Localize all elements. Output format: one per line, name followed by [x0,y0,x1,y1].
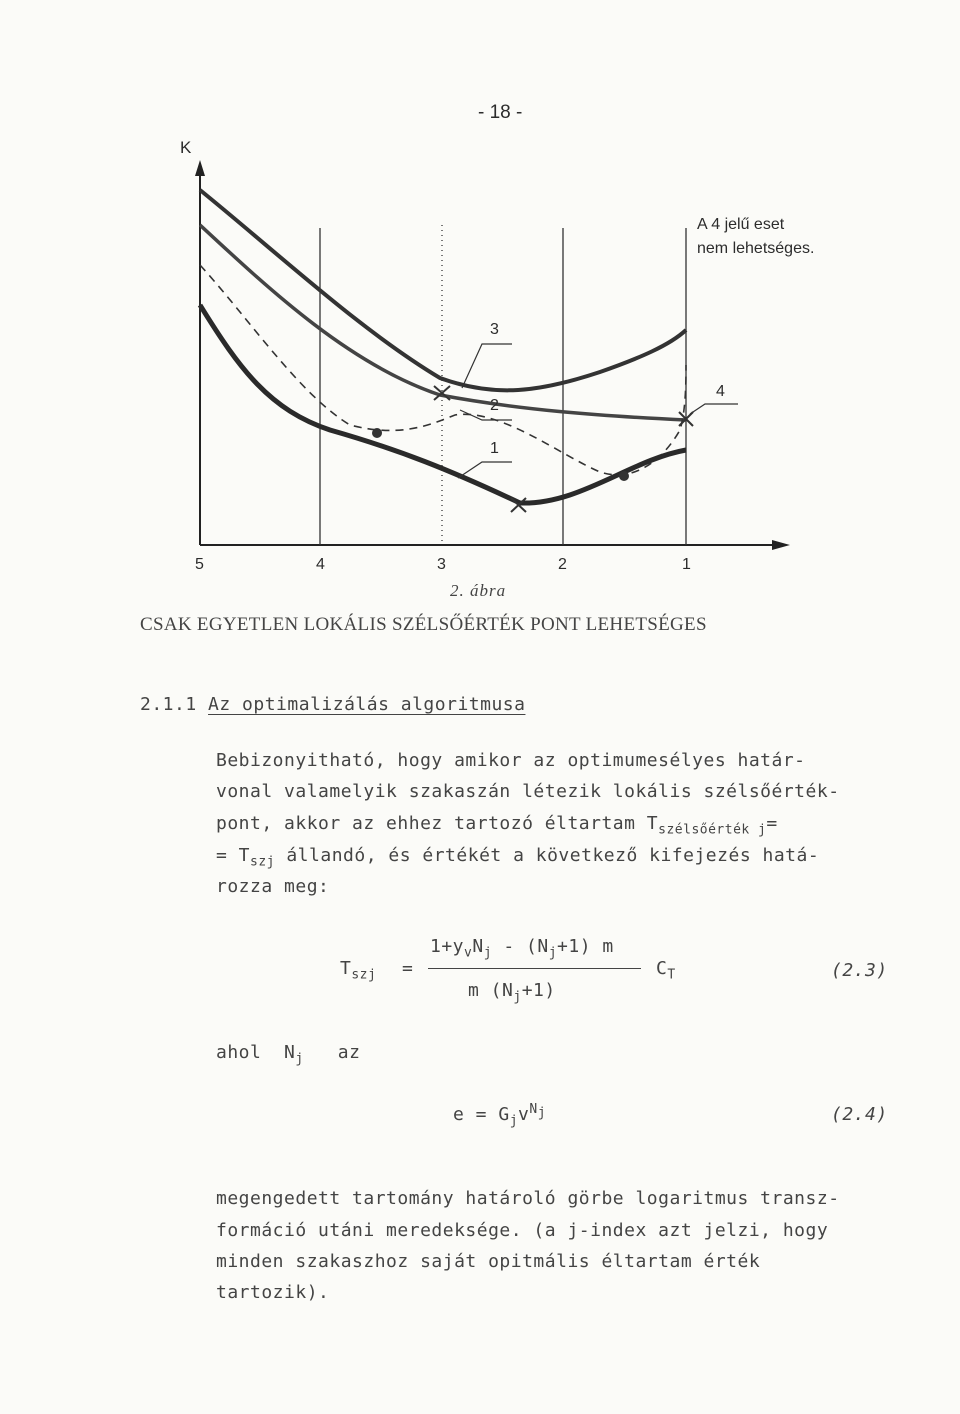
annotation-line1: A 4 jelű eset [697,216,785,233]
y-axis-label: K [180,138,192,157]
curve-label-3: 3 [490,321,499,338]
para2-line2: formáció utáni meredeksége. (a j-index azt jelzi, hogy [216,1220,829,1241]
page-number: - 18 - [478,102,523,123]
eq24-label: (2.4) [831,1104,888,1125]
tick-label-3: 3 [437,556,446,573]
para2-line3: minden szakaszhoz saját opitmális éltartam érték [216,1251,761,1272]
leader-3 [462,344,512,388]
figure-caption: 2. ábra [450,581,507,600]
figure-2 [0,0,960,640]
leader-4 [690,404,738,414]
para2-line4: tartozik). [216,1282,330,1303]
para1-line2: vonal valamelyik szakaszán létezik lokális szélsőérték- [216,781,840,802]
tick-label-4: 4 [316,556,325,573]
annotation-line2: nem lehetséges. [697,240,815,257]
tick-label-2: 2 [558,556,567,573]
curve-1 [200,305,686,503]
tick-label-1: 1 [682,556,691,573]
where-line: ahol $N_j$ az [216,1042,361,1067]
section-title: Az optimalizálás algoritmusa [208,694,526,715]
section-heading [140,694,525,715]
curve-label-4: 4 [716,383,725,400]
eq23-label: (2.3) [831,960,888,981]
eq23-equals: = [402,958,414,979]
para1-line3: pont, akkor az ehhez tartozó éltartam $T_{szélsőérték j}=$ [216,813,778,838]
eq23-denominator: m $(N_j+1)$ [468,980,556,1005]
extreme-point-dot-right [619,471,629,481]
x-axis-arrow [772,540,790,550]
figure-title: CSAK EGYETLEN LOKÁLIS SZÉLSŐÉRTÉK PONT LEHETSÉGES [140,614,707,635]
para1-line5: rozza meg: [216,876,330,897]
t-extreme-subscript: szélsőérték j [658,822,767,838]
curve-4 [200,225,686,420]
eq23-rhs: $C_T$ [656,958,676,983]
para1-line4: = $T_{szj}$ állandó, és értékét a következő kifejezés hatá- [216,845,820,870]
eq23-numerator: $1+y_vN_j - (N_j+1)$ m [430,936,614,961]
curve-label-1: 1 [490,440,499,457]
leader-1 [458,462,512,478]
eq23-fraction-bar [428,968,641,969]
tszj-subscript: szj [250,854,275,870]
section-number: 2.1.1 [140,694,197,715]
y-axis-arrow [195,160,205,176]
extreme-point-dot-left [372,428,382,438]
curve-label-2: 2 [490,397,499,414]
para1-line1: Bebizonyitható, hogy amikor az optimumesélyes határ- [216,750,806,771]
para2-line1: megengedett tartomány határoló görbe logaritmus transz- [216,1188,840,1209]
curve-2 [200,265,686,475]
eq24-expression: $e = G_jv^{N_j}$ [453,1102,547,1129]
eq23-lhs: $T_{szj}$ [340,958,377,983]
tick-label-5: 5 [195,556,204,573]
